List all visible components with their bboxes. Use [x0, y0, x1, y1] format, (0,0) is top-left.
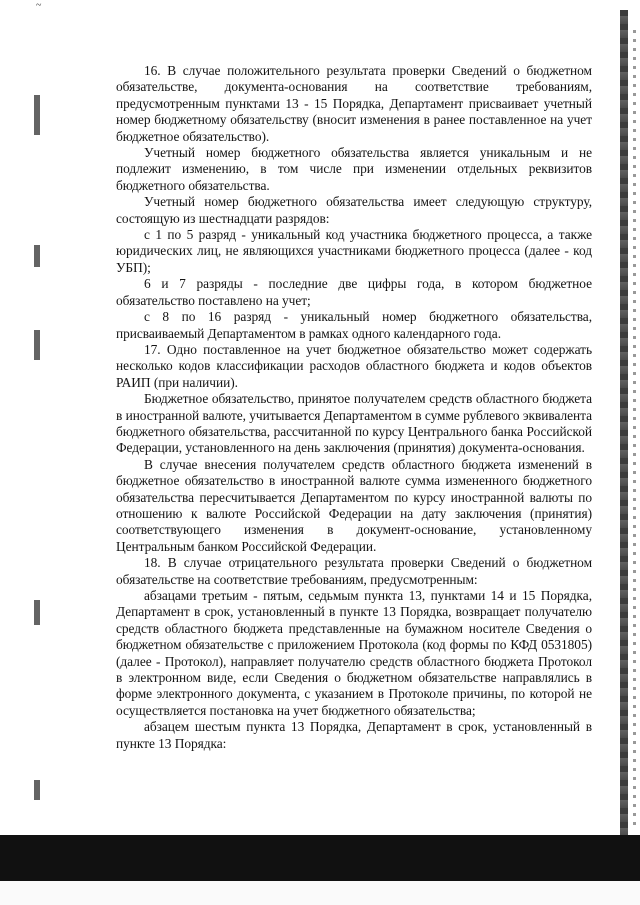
- paragraph: В случае внесения получателем средств областного бюджета изменений в бюджетное обязательство в иностранной валюте сумма измененного бюджетного обязательства пересчитывается Департаментом по курсу иностранной валюты по отношению к валюте Российской Федерации на дату заключения (принятия) соответствующего изменения в документ-основание, установленному Центральным банком Российской Федерации.: [116, 456, 592, 554]
- document-body: [116, 63, 592, 752]
- paragraph: 18. В случае отрицательного результата проверки Сведений о бюджетном обязательстве на соответствие требованиям, предусмотренным:: [116, 555, 592, 587]
- paragraph: 16. В случае положительного результата проверки Сведений о бюджетном обязательстве, документа-основания на соответствие требованиям, предусмотренным пунктами 13 - 15 Порядка, Департамент присваивает учетный номер бюджетному обязательству (вносит изменения в ранее поставленное на учет бюджетное обязательство).: [116, 63, 592, 144]
- paragraph: с 8 по 16 разряд - уникальный номер бюджетного обязательства, присваиваемый Департаментом в рамках одного календарного года.: [116, 309, 592, 341]
- scan-bottom-edge: [0, 881, 640, 905]
- paragraph: Бюджетное обязательство, принятое получателем средств областного бюджета в иностранной валюте, учитывается Департаментом в сумме рублевого эквивалента бюджетного обязательства, рассчитанной по курсу Центрального банка Российской Федерации, установленного на день заключения (принятия) документа-основания.: [116, 391, 592, 456]
- scan-edge-left: [34, 0, 40, 905]
- paragraph: Учетный номер бюджетного обязательства имеет следующую структуру, состоящую из шестнадцати разрядов:: [116, 194, 592, 226]
- paragraph: абзацем шестым пункта 13 Порядка, Департамент в срок, установленный в пункте 13 Порядка:: [116, 719, 592, 751]
- scan-mark: ~: [36, 0, 42, 11]
- paragraph: 17. Одно поставленное на учет бюджетное обязательство может содержать несколько кодов классификации расходов областного бюджета и кодов объектов РАИП (при наличии).: [116, 341, 592, 390]
- scan-edge-right-shadow: [633, 30, 636, 830]
- paragraph: Учетный номер бюджетного обязательства является уникальным и не подлежит изменению, в том числе при изменении отдельных реквизитов бюджетного обязательства.: [116, 145, 592, 193]
- paragraph: абзацами третьим - пятым, седьмым пункта 13, пунктами 14 и 15 Порядка, Департамент в срок, установленный в пункте 13 Порядка, возвращает получателю средств областного бюджета представленные на бумажном носителе Сведения о бюджетном обязательстве с приложением Протокола (код формы по КФД 0531805) (далее - Протокол), направляет получателю средств областного бюджета Протокол в электронном виде, если Сведения о бюджетном обязательстве направлялись в форме электронного документа, с указанием в Протоколе причины, по которой не осуществляется постановка на учет бюджетного обязательства;: [116, 588, 592, 718]
- paragraph: с 1 по 5 разряд - уникальный код участника бюджетного процесса, а также юридических лиц, не являющихся участниками бюджетного процесса (далее - код УБП);: [116, 227, 592, 275]
- scan-bottom-bar: [0, 835, 640, 881]
- paragraph: 6 и 7 разряды - последние две цифры года, в котором бюджетное обязательство поставлено на учет;: [116, 276, 592, 308]
- scan-edge-right: [620, 10, 628, 850]
